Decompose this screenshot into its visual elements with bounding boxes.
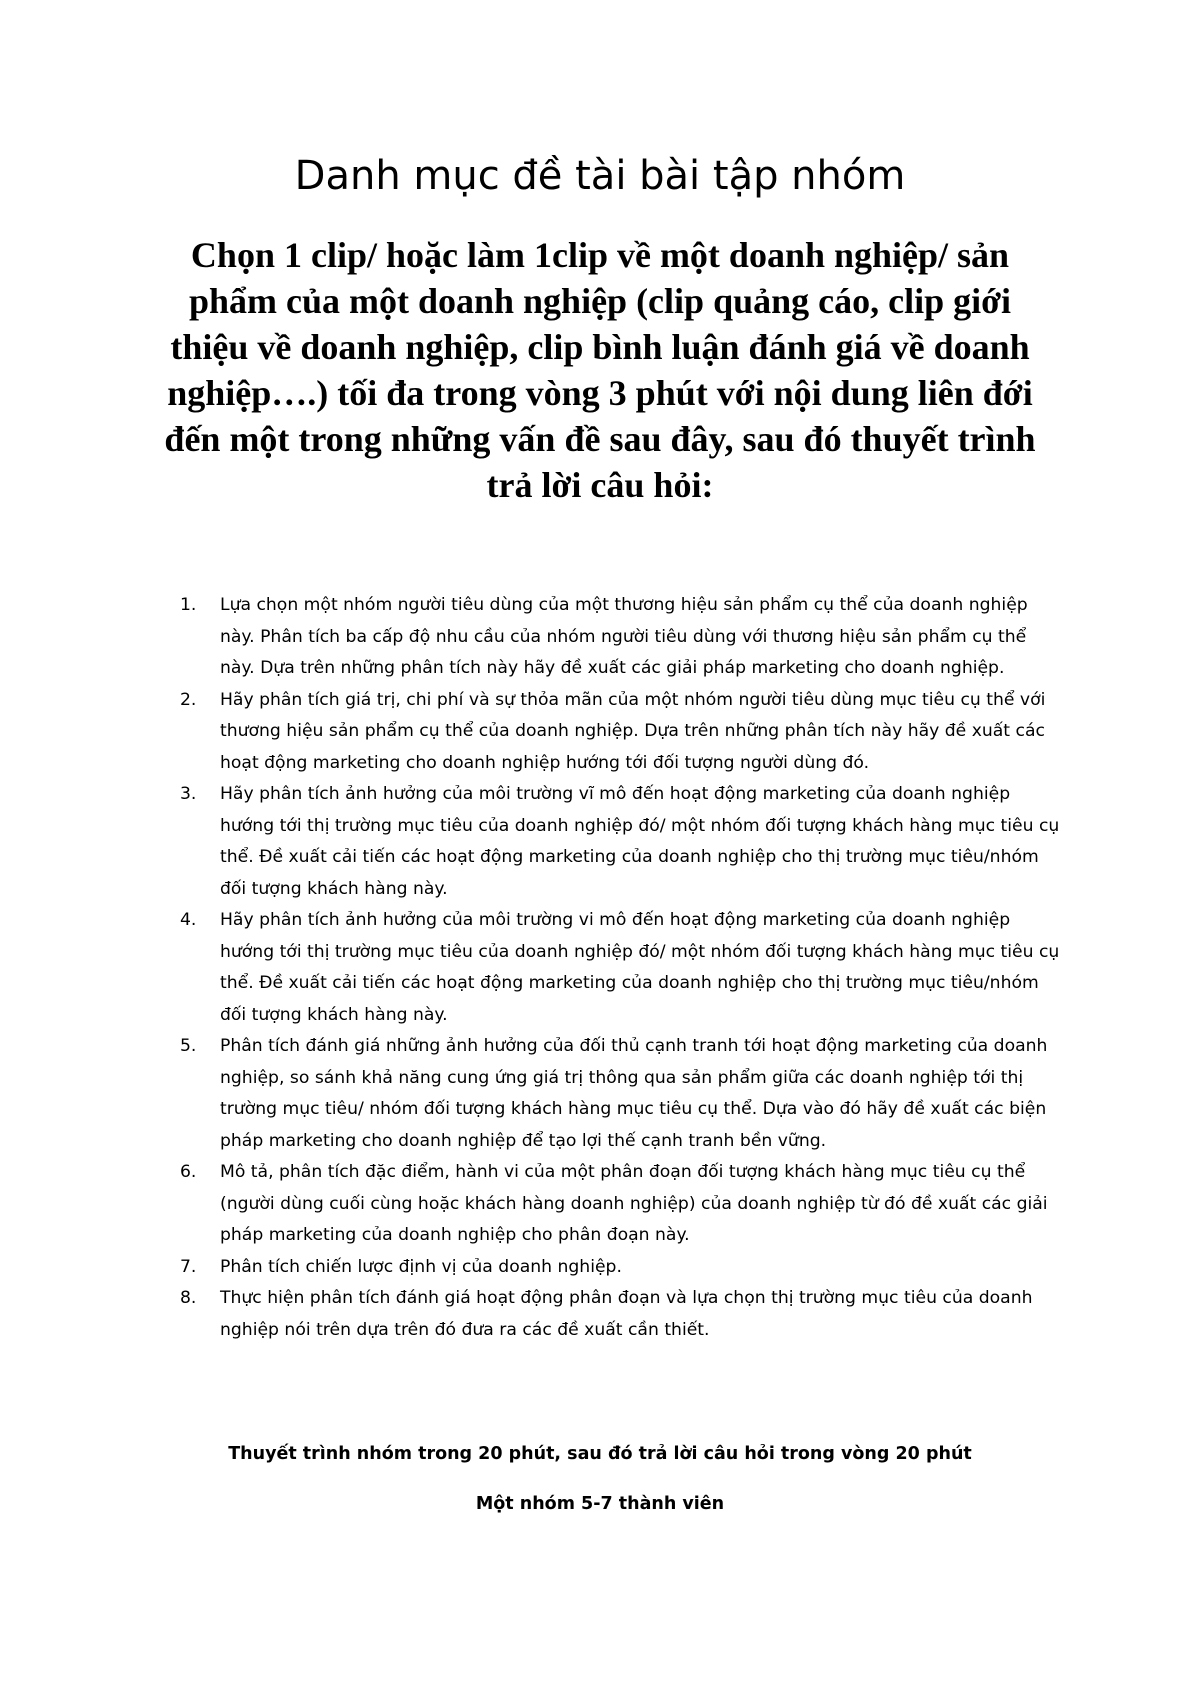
topic-item (170, 905, 1062, 1031)
topic-item (170, 1031, 1062, 1157)
topic-text: Hãy phân tích ảnh hưởng của môi trường vĩ mô đến hoạt động marketing của doanh nghiệp hướng tới thị trường mục tiêu của doanh nghiệp đó/ một nhóm đối tượng khách hàng mục tiêu cụ thể. Đề xuất cải tiến các hoạt động marketing của doanh nghiệp cho thị trường mục tiêu/nhóm đối tượng khách hàng này. (220, 784, 1060, 899)
document-subtitle: Chọn 1 clip/ hoặc làm 1clip về một doanh nghiệp/ sản phẩm của một doanh nghiệp (clip quảng cáo, clip giới thiệu về doanh nghiệp, clip bình luận đánh giá về doanh nghiệp….) tối đa trong vòng 3 phút với nội dung liên đới đến một trong những vấn đề sau đây, sau đó thuyết trình trả lời câu hỏi: (164, 235, 1036, 505)
topic-text: Mô tả, phân tích đặc điểm, hành vi của một phân đoạn đối tượng khách hàng mục tiêu cụ thể (người dùng cuối cùng hoặc khách hàng doanh nghiệp) của doanh nghiệp từ đó đề xuất các giải pháp marketing của doanh nghiệp cho phân đoạn này. (220, 1162, 1048, 1245)
topic-number: 3. (180, 784, 197, 804)
topic-text: Phân tích đánh giá những ảnh hưởng của đối thủ cạnh tranh tới hoạt động marketing của doanh nghiệp, so sánh khả năng cung ứng giá trị thông qua sản phẩm giữa các doanh nghiệp tới thị trường mục tiêu/ nhóm đối tượng khách hàng mục tiêu cụ thể. Dựa vào đó hãy đề xuất các biện pháp marketing cho doanh nghiệp để tạo lợi thế cạnh tranh bền vững. (220, 1036, 1048, 1151)
topic-number: 5. (180, 1036, 197, 1056)
group-size-note: Một nhóm 5-7 thành viên (475, 1494, 725, 1514)
topic-list (170, 590, 1062, 1346)
topic-item (170, 1283, 1062, 1346)
topic-text: Phân tích chiến lược định vị của doanh nghiệp. (220, 1256, 622, 1277)
topic-number: 6. (180, 1162, 197, 1182)
topic-item (170, 590, 1062, 685)
topic-text: Thực hiện phân tích đánh giá hoạt động phân đoạn và lựa chọn thị trường mục tiêu của doanh nghiệp nói trên dựa trên đó đưa ra các đề xuất cần thiết. (220, 1288, 1033, 1340)
topic-number: 1. (180, 595, 197, 615)
topic-item (170, 685, 1062, 780)
topic-item (170, 779, 1062, 905)
topic-text: Lựa chọn một nhóm người tiêu dùng của một thương hiệu sản phẩm cụ thể của doanh nghiệp này. Phân tích ba cấp độ nhu cầu của nhóm người tiêu dùng với thương hiệu sản phẩm cụ thể này. Dựa trên những phân tích này hãy đề xuất các giải pháp marketing cho doanh nghiệp. (220, 595, 1028, 678)
document-title: Danh mục đề tài bài tập nhóm (294, 153, 906, 199)
topic-text: Hãy phân tích ảnh hưởng của môi trường vi mô đến hoạt động marketing của doanh nghiệp hướng tới thị trường mục tiêu của doanh nghiệp đó/ một nhóm đối tượng khách hàng mục tiêu cụ thể. Đề xuất cải tiến các hoạt động marketing của doanh nghiệp cho thị trường mục tiêu/nhóm đối tượng khách hàng này. (220, 910, 1060, 1025)
topic-item (170, 1157, 1062, 1252)
topic-number: 2. (180, 689, 197, 710)
topic-item (170, 1252, 1062, 1284)
presentation-note: Thuyết trình nhóm trong 20 phút, sau đó trả lời câu hỏi trong vòng 20 phút (228, 1444, 972, 1464)
topic-number: 8. (180, 1288, 197, 1308)
topic-text: Hãy phân tích giá trị, chi phí và sự thỏa mãn của một nhóm người tiêu dùng mục tiêu cụ thể với thương hiệu sản phẩm cụ thể của doanh nghiệp. Dựa trên những phân tích này hãy đề xuất các hoạt động marketing cho doanh nghiệp hướng tới đối tượng người dùng đó. (220, 689, 1046, 773)
topic-number: 4. (180, 910, 197, 930)
topic-number: 7. (180, 1256, 197, 1277)
